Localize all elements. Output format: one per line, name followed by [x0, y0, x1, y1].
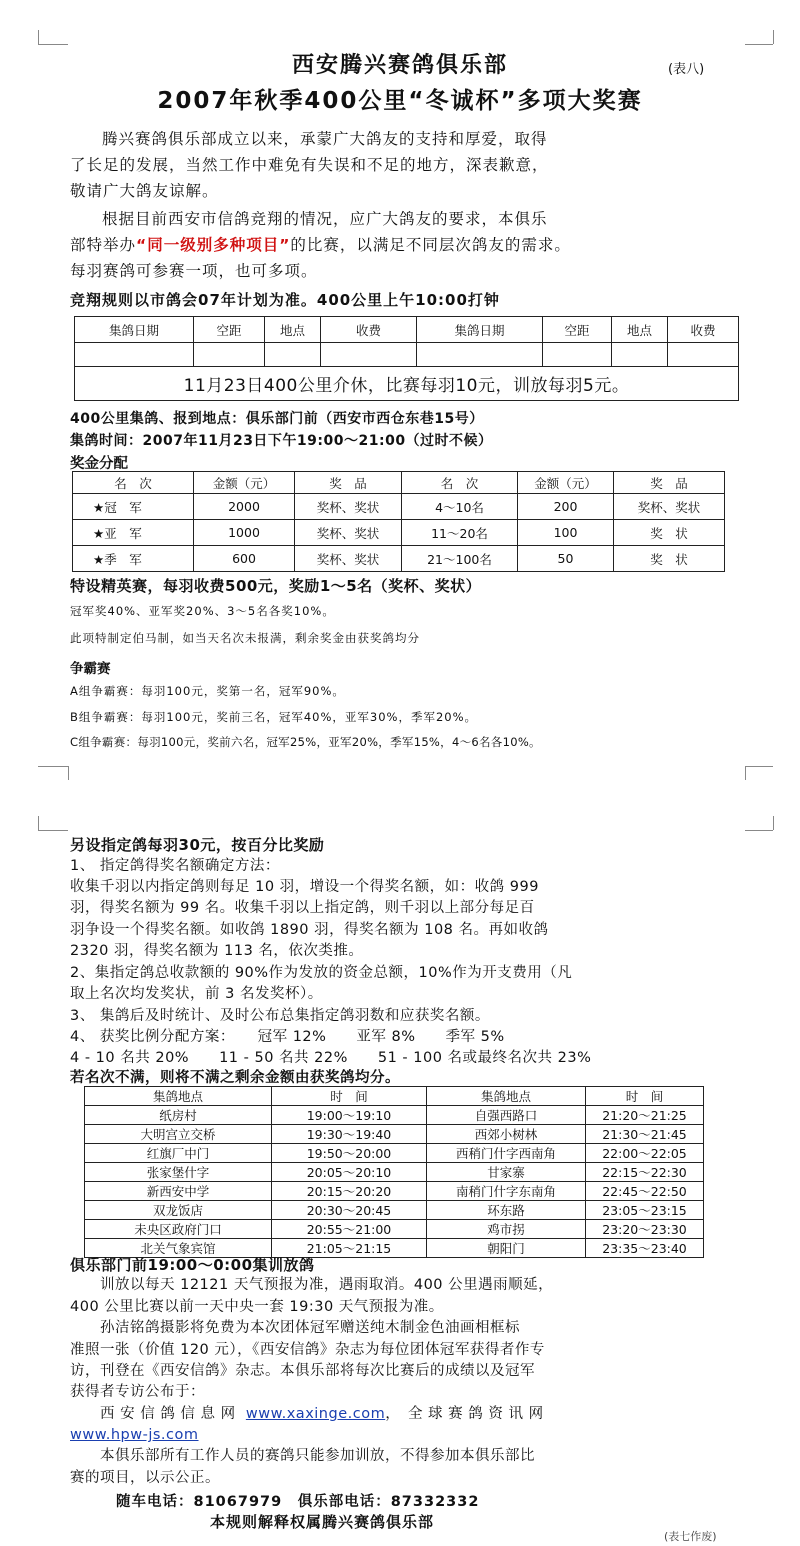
rights-statement: 本规则解释权属腾兴赛鸽俱乐部	[210, 1513, 435, 1531]
table-cell: 100	[518, 520, 614, 546]
table-cell	[668, 343, 739, 367]
training-line	[100, 1404, 544, 1426]
table-row	[85, 1163, 704, 1182]
highlight-text: “同一级别多种项目”	[136, 236, 291, 254]
table-header: 奖 品	[295, 472, 402, 494]
designated-line: 4、 获奖比例分配方案： 冠军 12% 亚军 8% 季军 5%	[70, 1029, 505, 1045]
intro-line: 敬请广大鸽友谅解。	[70, 182, 219, 200]
table-cell: 50	[518, 546, 614, 572]
table-cell: 23:05～23:15	[586, 1201, 704, 1220]
table-cell: ★亚 军	[73, 520, 194, 546]
intro-line: 腾兴赛鸽俱乐部成立以来，承蒙广大鸽友的支持和厚爱，取得	[102, 130, 548, 148]
crop-mark	[773, 30, 774, 44]
zhengba-line: B组争霸赛：每羽100元，奖前三名，冠军40%，亚军30%，季军20%。	[70, 710, 478, 724]
crop-mark	[773, 816, 774, 830]
table-cell	[265, 343, 321, 367]
table-header: 地点	[265, 317, 321, 343]
intro-text: 部特举办	[70, 236, 137, 254]
crop-mark	[38, 766, 68, 767]
table-cell: 20:30～20:45	[272, 1201, 427, 1220]
table-header: 集鸽日期	[75, 317, 194, 343]
prize-table	[72, 471, 725, 572]
table-cell	[75, 343, 194, 367]
table-cell: 22:45～22:50	[586, 1182, 704, 1201]
crop-mark	[745, 44, 773, 45]
table-cell	[194, 343, 265, 367]
designated-line: 1、 指定鸽得奖名额确定方法：	[70, 858, 280, 874]
intro-line	[70, 232, 571, 258]
table-row	[85, 1106, 704, 1125]
table-cell: 1000	[194, 520, 295, 546]
table-cell: 奖 状	[614, 520, 725, 546]
table-cell: 4～10名	[402, 494, 518, 520]
table-header: 名 次	[73, 472, 194, 494]
table-header: 地点	[612, 317, 668, 343]
table-cell: 21:05～21:15	[272, 1239, 427, 1258]
crop-mark	[68, 766, 69, 780]
hpw-link[interactable]: www.hpw-js.com	[70, 1427, 199, 1443]
training-line: 准照一张（价值 120 元），《西安信鸽》杂志为每位团体冠军获得者作专	[70, 1342, 545, 1358]
rules-line: 竞翔规则以市鸽会07年计划为准。400公里上午10:00打钟	[70, 291, 500, 309]
table-cell: 纸房村	[85, 1106, 272, 1125]
designated-line: 收集千羽以内指定鸽则每足 10 羽，增设一个得奖名额，如：收鸽 999	[70, 879, 539, 895]
intro-line: 了长足的发展，当然工作中难免有失误和不足的地方，深表歉意，	[70, 156, 549, 174]
table-number: (表八)	[668, 62, 705, 77]
table-header: 收费	[321, 317, 417, 343]
designated-line: 羽争设一个得奖名额。如收鸽 1890 羽，得奖名额为 108 名。再如收鸽	[70, 922, 549, 938]
elite-title: 特设精英赛，每羽收费500元，奖励1～5名（奖杯、奖状）	[70, 577, 482, 595]
table-header: 集鸽日期	[417, 317, 543, 343]
table-cell: 22:15～22:30	[586, 1163, 704, 1182]
table-cell: 19:00～19:10	[272, 1106, 427, 1125]
crop-mark	[38, 816, 39, 830]
table-row	[85, 1201, 704, 1220]
site-label: 西 安 信 鸽 信 息 网	[100, 1406, 236, 1422]
table-cell: 600	[194, 546, 295, 572]
table-row	[85, 1220, 704, 1239]
table-cell: 200	[518, 494, 614, 520]
table-cell: 20:05～20:10	[272, 1163, 427, 1182]
training-line: 孙洁铭鸽摄影将免费为本次团体冠军赠送纯木制金色油画相框标	[100, 1320, 520, 1336]
training-line: 获得者专访公布于：	[70, 1384, 205, 1400]
table-cell: 23:20～23:30	[586, 1220, 704, 1239]
table-cell: 23:35～23:40	[586, 1239, 704, 1258]
training-line	[70, 1425, 199, 1447]
table-row	[73, 520, 725, 546]
schedule-note: 11月23日400公里介休，比赛每羽10元，训放每羽5元。	[75, 367, 739, 401]
table-row	[85, 1144, 704, 1163]
table-cell: 奖 状	[614, 546, 725, 572]
table-cell	[612, 343, 668, 367]
table-row	[73, 494, 725, 520]
table-cell: 奖杯、奖状	[295, 494, 402, 520]
elite-line: 此项特制定伯马制，如当天名次未报满，剩余奖金由获奖鸽均分	[70, 631, 420, 645]
table-cell: 新西安中学	[85, 1182, 272, 1201]
table-cell: 鸡市拐	[427, 1220, 586, 1239]
table-cell: 19:30～19:40	[272, 1125, 427, 1144]
prize-title: 奖金分配	[70, 456, 128, 472]
table-cell: 双龙饭店	[85, 1201, 272, 1220]
table-cell: 奖杯、奖状	[614, 494, 725, 520]
table-header: 空距	[543, 317, 612, 343]
training-line: 400 公里比赛以前一天中央一套 19:30 天气预报为准。	[70, 1299, 444, 1315]
designated-line: 2、集指定鸽总收款额的 90%作为发放的资金总额，10%作为开支费用（凡	[70, 965, 573, 981]
table-header: 金额（元）	[518, 472, 614, 494]
table-cell: 21:30～21:45	[586, 1125, 704, 1144]
table-cell: 20:15～20:20	[272, 1182, 427, 1201]
table-header: 时 间	[272, 1087, 427, 1106]
table-cell: 自强西路口	[427, 1106, 586, 1125]
designated-line: 4 - 10 名共 20% 11 - 50 名共 22% 51 - 100 名或最终名次共 23%	[70, 1050, 592, 1066]
designated-line: 2320 羽，得奖名额为 113 名，依次类推。	[70, 943, 364, 959]
table-header: 集鸽地点	[85, 1087, 272, 1106]
table-cell: 20:55～21:00	[272, 1220, 427, 1239]
table-cell: 21～100名	[402, 546, 518, 572]
crop-mark	[38, 830, 68, 831]
table-cell	[543, 343, 612, 367]
table-header: 奖 品	[614, 472, 725, 494]
document-subtitle: 2007年秋季400公里“冬诚杯”多项大奖赛	[157, 88, 643, 114]
designated-line: 取上名次均发奖状，前 3 名发奖杯）。	[70, 986, 323, 1002]
designated-title: 另设指定鸽每羽30元，按百分比奖励	[70, 836, 325, 854]
schedule-table	[74, 316, 739, 401]
table-header: 收费	[668, 317, 739, 343]
table-cell: 大明宫立交桥	[85, 1125, 272, 1144]
table-cell: 未央区政府门口	[85, 1220, 272, 1239]
table-header: 时 间	[586, 1087, 704, 1106]
crop-mark	[38, 44, 68, 45]
table-header: 名 次	[402, 472, 518, 494]
crop-mark	[38, 30, 39, 44]
crop-mark	[745, 766, 773, 767]
training-line: 访，刊登在《西安信鸽》杂志。本俱乐部将每次比赛后的成绩以及冠军	[70, 1363, 535, 1379]
crop-mark	[745, 830, 773, 831]
table-cell: 22:00～22:05	[586, 1144, 704, 1163]
table-header: 金额（元）	[194, 472, 295, 494]
table-row	[73, 546, 725, 572]
training-line: 本俱乐部所有工作人员的赛鸽只能参加训放，不得参加本俱乐部比	[100, 1448, 535, 1464]
table-cell: ★季 军	[73, 546, 194, 572]
table-cell: ★冠 军	[73, 494, 194, 520]
zhengba-title: 争霸赛	[70, 661, 111, 677]
table-cell: 西稍门什字西南角	[427, 1144, 586, 1163]
intro-line: 根据目前西安市信鸽竞翔的情况，应广大鸽友的要求，本俱乐	[102, 210, 548, 228]
table-row	[85, 1182, 704, 1201]
obsolete-note: (表七作废)	[664, 1530, 717, 1543]
table-cell	[417, 343, 543, 367]
table-cell: 红旗厂中门	[85, 1144, 272, 1163]
training-title: 俱乐部门前19:00～0:00集训放鸽	[70, 1256, 315, 1274]
table-cell: 21:20～21:25	[586, 1106, 704, 1125]
table-cell: 19:50～20:00	[272, 1144, 427, 1163]
table-cell: 朝阳门	[427, 1239, 586, 1258]
table-row	[85, 1125, 704, 1144]
collection-place: 400公里集鸽、报到地点：俱乐部门前（西安市西仓东巷15号）	[70, 411, 484, 427]
intro-text: 的比赛，以满足不同层次鸽友的需求。	[290, 236, 571, 254]
table-header: 集鸽地点	[427, 1087, 586, 1106]
table-cell: 奖杯、奖状	[295, 520, 402, 546]
table-cell: 张家堡什字	[85, 1163, 272, 1182]
collection-time: 集鸽时间：2007年11月23日下午19:00～21:00（过时不候）	[70, 433, 493, 449]
designated-line: 羽，得奖名额为 99 名。收集千羽以上指定鸽，则千羽以上部分每足百	[70, 900, 535, 916]
elite-line: 冠军奖40%、亚军奖20%、3～5名各奖10%。	[70, 604, 335, 618]
table-row	[75, 343, 739, 367]
table-cell	[321, 343, 417, 367]
xaxinge-link[interactable]: www.xaxinge.com	[245, 1406, 386, 1422]
table-cell: 环东路	[427, 1201, 586, 1220]
table-cell: 南稍门什字东南角	[427, 1182, 586, 1201]
collect-points-table	[84, 1086, 704, 1258]
zhengba-line: C组争霸赛：每羽100元，奖前六名，冠军25%，亚军20%，季军15%，4～6名各10%。	[70, 735, 541, 749]
zhengba-line: A组争霸赛：每羽100元，奖第一名，冠军90%。	[70, 684, 345, 698]
designated-line: 3、 集鸽后及时统计、及时公布总集指定鸽羽数和应获奖名额。	[70, 1008, 490, 1024]
table-cell: 2000	[194, 494, 295, 520]
document-title: 西安腾兴赛鸽俱乐部	[291, 53, 508, 78]
contact-phones: 随车电话：81067979 俱乐部电话：87332332	[116, 1494, 480, 1510]
training-line: 训放以每天 12121 天气预报为准，遇雨取消。400 公里遇雨顺延，	[100, 1277, 554, 1293]
table-cell: 11～20名	[402, 520, 518, 546]
table-cell: 北关气象宾馆	[85, 1239, 272, 1258]
table-cell: 甘家寨	[427, 1163, 586, 1182]
crop-mark	[745, 766, 746, 780]
table-header: 空距	[194, 317, 265, 343]
site-label: ， 全 球 赛 鸽 资 讯 网	[385, 1406, 544, 1422]
table-cell: 西郊小树林	[427, 1125, 586, 1144]
table-cell: 奖杯、奖状	[295, 546, 402, 572]
intro-line: 每羽赛鸽可参赛一项，也可多项。	[70, 262, 318, 280]
training-line: 赛的项目，以示公正。	[70, 1470, 220, 1486]
remain-note: 若名次不满，则将不满之剩余金额由获奖鸽均分。	[70, 1070, 400, 1086]
